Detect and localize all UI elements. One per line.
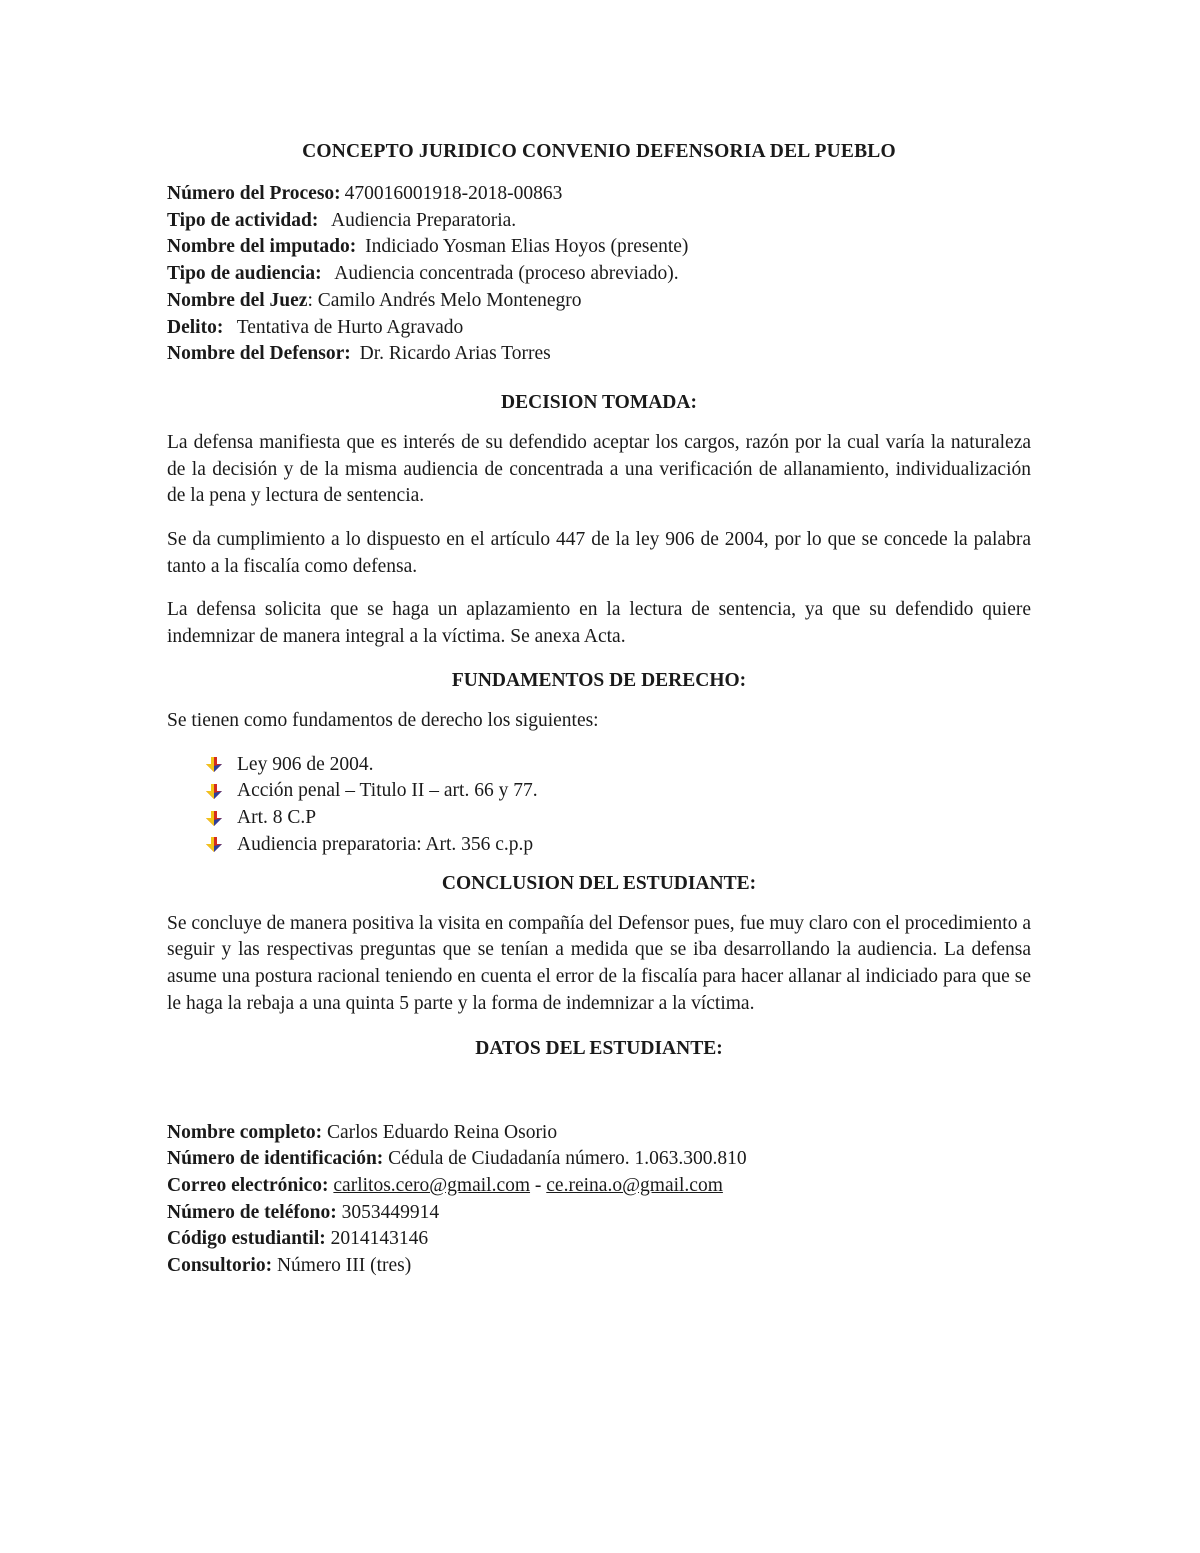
field-proceso <box>167 181 1031 208</box>
field-value: 2014143146 <box>330 1228 429 1250</box>
field-value: Audiencia concentrada (proceso abreviado). <box>325 263 679 285</box>
decision-paragraph-2: Se da cumplimiento a lo dispuesto en el artículo 447 de la ley 906 de 2004, por lo que se concede la palabra tanto a la fiscalía como defensa. <box>167 529 1031 577</box>
field-label: Consultorio: <box>167 1255 273 1277</box>
field-juez <box>167 288 1031 315</box>
student-id <box>167 1146 1031 1173</box>
document-title: CONCEPTO JURIDICO CONVENIO DEFENSORIA DEL PUEBLO <box>302 141 896 162</box>
field-value: Indiciado Yosman Elias Hoyos (presente) <box>360 236 689 258</box>
arrow-bullet-icon <box>203 811 225 827</box>
fundamentos-list <box>167 752 1031 859</box>
list-item <box>203 832 1031 859</box>
decision-paragraph-1: La defensa manifiesta que es interés de su defendido aceptar los cargos, razón por la cual varía la naturaleza de la decisión y de la misma audiencia de concentrada a una verificación de allanamiento, individualización de la pena y lectura de sentencia. <box>167 431 1031 507</box>
field-value: Carlos Eduardo Reina Osorio <box>326 1121 558 1143</box>
case-fields <box>167 181 1031 368</box>
field-value: Tentativa de Hurto Agravado <box>227 316 464 338</box>
list-item <box>203 778 1031 805</box>
conclusion-paragraph: Se concluye de manera positiva la visita en compañía del Defensor pues, fue muy claro con el procedimiento a seguir y las respectivas preguntas que se tenían a medida que se iba desarrollando la audiencia. La defensa asume una postura racional teniendo en cuenta el error de la fiscalía para hacer allanar al indiciado para que se le haga la rebaja a una quinta 5 parte y la forma de indemnizar a la víctima. <box>167 912 1031 1014</box>
field-value: 470016001918-2018-00863 <box>344 183 563 204</box>
field-label: Nombre completo: <box>167 1121 323 1143</box>
student-code <box>167 1226 1031 1253</box>
field-label: Correo electrónico: <box>167 1174 329 1196</box>
list-item-text: Ley 906 de 2004. <box>237 753 374 775</box>
arrow-bullet-icon <box>203 784 225 800</box>
field-value: 3053449914 <box>341 1201 440 1223</box>
field-tipo-actividad <box>167 208 1031 235</box>
fundamentos-intro: Se tienen como fundamentos de derecho los siguientes: <box>167 709 599 731</box>
field-imputado <box>167 234 1031 261</box>
field-label: Tipo de audiencia: <box>167 263 322 285</box>
field-tipo-audiencia <box>167 261 1031 288</box>
field-value: : Camilo Andrés Melo Montenegro <box>307 289 582 311</box>
field-value: Dr. Ricardo Arias Torres <box>354 343 551 365</box>
field-label: Delito: <box>167 316 224 338</box>
field-label: Código estudiantil: <box>167 1228 326 1250</box>
field-label: Nombre del Defensor: <box>167 343 351 365</box>
field-value: Número III (tres) <box>276 1255 412 1277</box>
list-item-text: Audiencia preparatoria: Art. 356 c.p.p <box>237 833 534 855</box>
email-link-2[interactable]: ce.reina.o@gmail.com <box>546 1174 723 1196</box>
decision-heading: DECISION TOMADA: <box>501 391 697 413</box>
field-delito <box>167 315 1031 342</box>
document-page <box>167 137 1031 1280</box>
conclusion-heading: CONCLUSION DEL ESTUDIANTE: <box>441 872 757 894</box>
fundamentos-heading: FUNDAMENTOS DE DERECHO: <box>451 669 747 691</box>
field-label: Nombre del Juez <box>167 289 308 311</box>
student-name <box>167 1120 1031 1147</box>
field-label: Nombre del imputado: <box>167 236 357 258</box>
student-fields <box>167 1120 1031 1280</box>
field-label: Número del Proceso: <box>167 183 341 204</box>
field-value: Cédula de Ciudadanía número. 1.063.300.810 <box>388 1148 747 1170</box>
email-link-1[interactable]: carlitos.cero@gmail.com <box>333 1174 531 1196</box>
spacer <box>167 1076 1031 1120</box>
field-label: Número de identificación: <box>167 1148 384 1170</box>
list-item <box>203 752 1031 779</box>
field-label: Número de teléfono: <box>167 1201 337 1223</box>
decision-paragraph-3: La defensa solicita que se haga un aplazamiento en la lectura de sentencia, ya que su defendido quiere indemnizar de manera integral a la víctima. Se anexa Acta. <box>167 599 1031 648</box>
field-label: Tipo de actividad: <box>167 209 319 231</box>
list-item-text: Acción penal – Titulo II – art. 66 y 77. <box>237 780 538 802</box>
student-heading: DATOS DEL ESTUDIANTE: <box>475 1037 723 1059</box>
arrow-bullet-icon <box>203 837 225 853</box>
arrow-bullet-icon <box>203 757 225 773</box>
student-phone <box>167 1200 1031 1227</box>
field-value: Audiencia Preparatoria. <box>322 209 517 231</box>
field-defensor <box>167 341 1031 368</box>
list-item-text: Art. 8 C.P <box>237 807 317 829</box>
list-item <box>203 805 1031 832</box>
student-email <box>167 1173 1031 1200</box>
email-separator: - <box>530 1174 547 1196</box>
student-office <box>167 1253 1031 1280</box>
